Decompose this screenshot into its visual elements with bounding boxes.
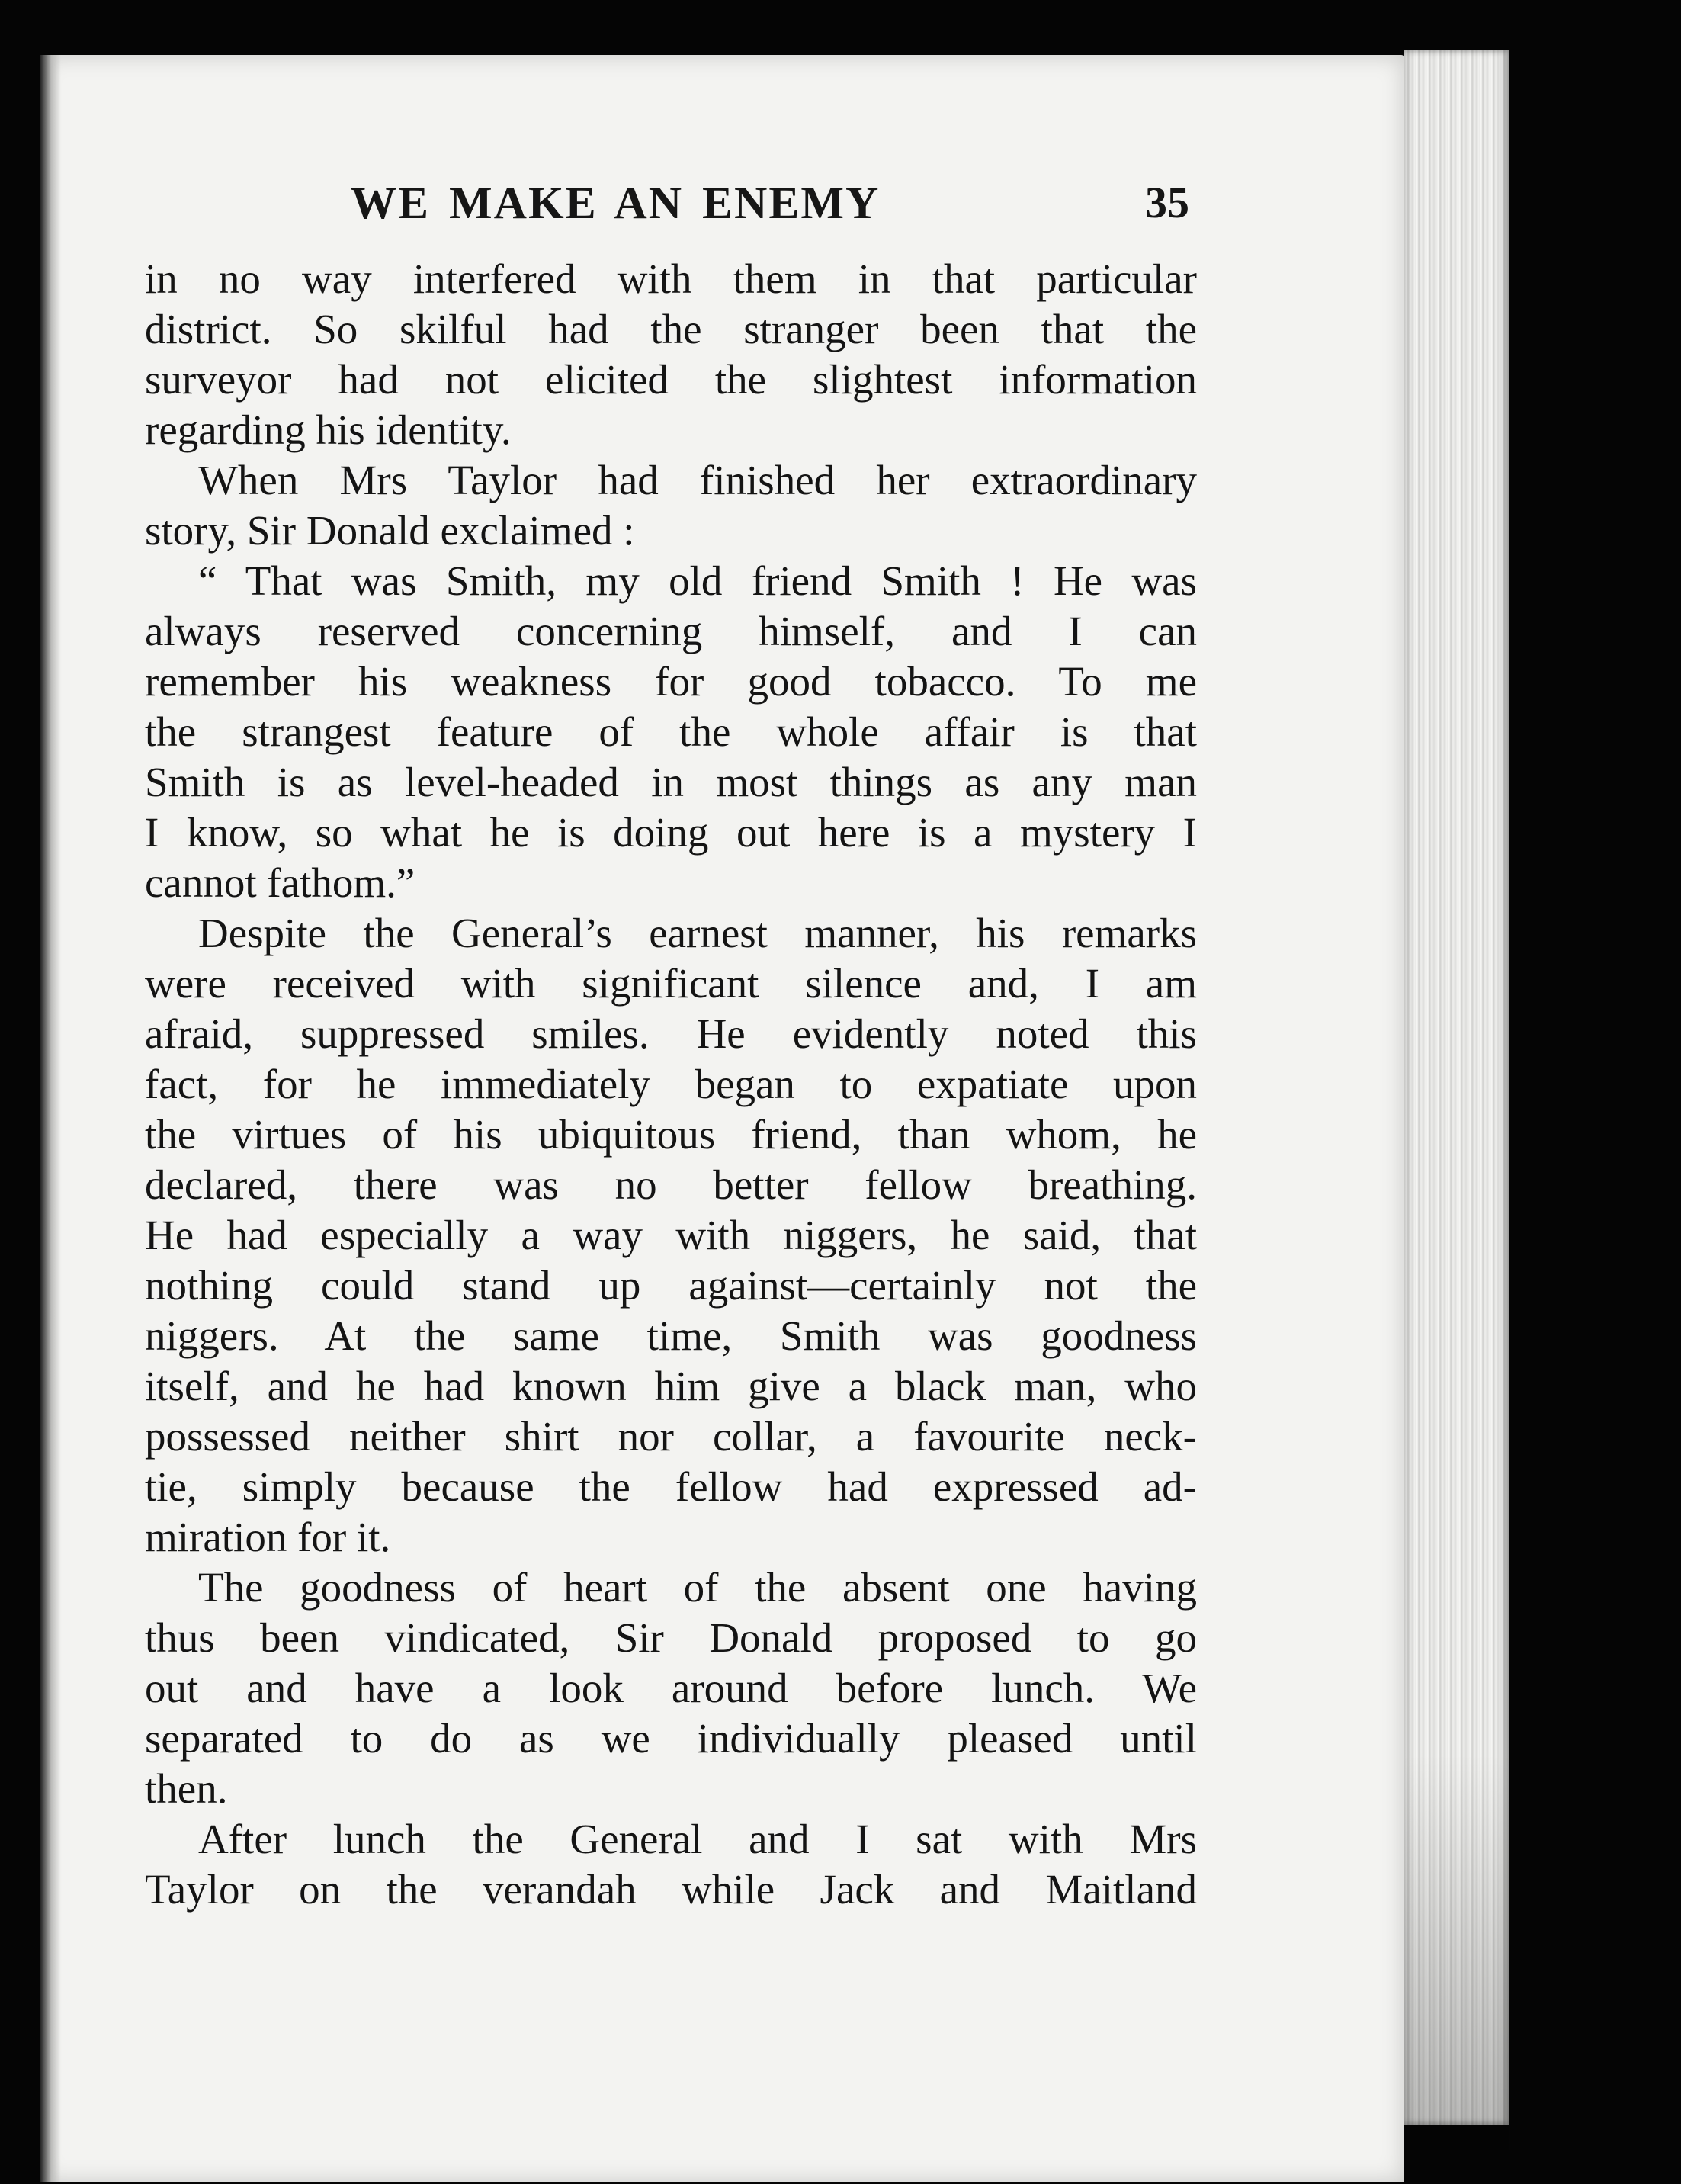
text-line: always reserved concerning himself, and I can	[145, 608, 1197, 654]
page-number: 35	[1145, 178, 1189, 227]
text-line: possessed neither shirt nor collar, a favourite neck-	[145, 1413, 1197, 1460]
text-line: thus been vindicated, Sir Donald proposed to go	[145, 1614, 1197, 1661]
running-head	[145, 177, 1189, 238]
text-line: tie, simply because the fellow had expressed ad-	[145, 1463, 1197, 1510]
running-title: WE MAKE AN ENEMY	[351, 178, 881, 228]
text-line: Smith is as level-headed in most things as any man	[145, 759, 1197, 805]
text-line: regarding his identity.	[145, 406, 512, 453]
text-line: the strangest feature of the whole affair is that	[145, 708, 1197, 755]
text-line: declared, there was no better fellow breathing.	[145, 1161, 1197, 1208]
text-line: miration for it.	[145, 1514, 391, 1560]
text-line: He had especially a way with niggers, he said, that	[145, 1212, 1197, 1258]
text-line: separated to do as we individually pleased until	[145, 1715, 1197, 1762]
text-line: Taylor on the verandah while Jack and Maitland	[145, 1866, 1197, 1913]
text-line: itself, and he had known him give a black man, who	[145, 1363, 1197, 1409]
text-line: nothing could stand up against—certainly not the	[145, 1262, 1197, 1309]
text-line: niggers. At the same time, Smith was goodness	[145, 1312, 1197, 1359]
text-line: district. So skilful had the stranger been that the	[145, 306, 1197, 352]
text-line: When Mrs Taylor had finished her extraordinary	[198, 457, 1197, 503]
text-line: Despite the General’s earnest manner, his remarks	[198, 910, 1197, 956]
page-edges-shade	[1404, 1754, 1509, 2150]
text-line: out and have a look around before lunch. We	[145, 1665, 1197, 1711]
text-line: the virtues of his ubiquitous friend, than whom, he	[145, 1111, 1197, 1158]
page-gutter-shadow	[40, 55, 61, 2182]
text-line: afraid, suppressed smiles. He evidently noted this	[145, 1010, 1197, 1057]
text-line: remember his weakness for good tobacco. To me	[145, 658, 1197, 705]
text-line: were received with significant silence and, I am	[145, 960, 1197, 1007]
text-line: in no way interfered with them in that particular	[145, 255, 1197, 302]
text-line: then.	[145, 1765, 228, 1812]
text-line: The goodness of heart of the absent one having	[198, 1564, 1197, 1611]
body-text	[145, 254, 1197, 1915]
text-line: fact, for he immediately began to expatiate upon	[145, 1061, 1197, 1107]
text-line: cannot fathom.”	[145, 859, 415, 906]
text-line: “ That was Smith, my old friend Smith ! He was	[198, 557, 1197, 604]
text-line: I know, so what he is doing out here is a mystery I	[145, 809, 1197, 856]
text-line: surveyor had not elicited the slightest information	[145, 356, 1197, 403]
text-line: story, Sir Donald exclaimed :	[145, 507, 635, 554]
text-line: After lunch the General and I sat with Mrs	[198, 1816, 1197, 1862]
